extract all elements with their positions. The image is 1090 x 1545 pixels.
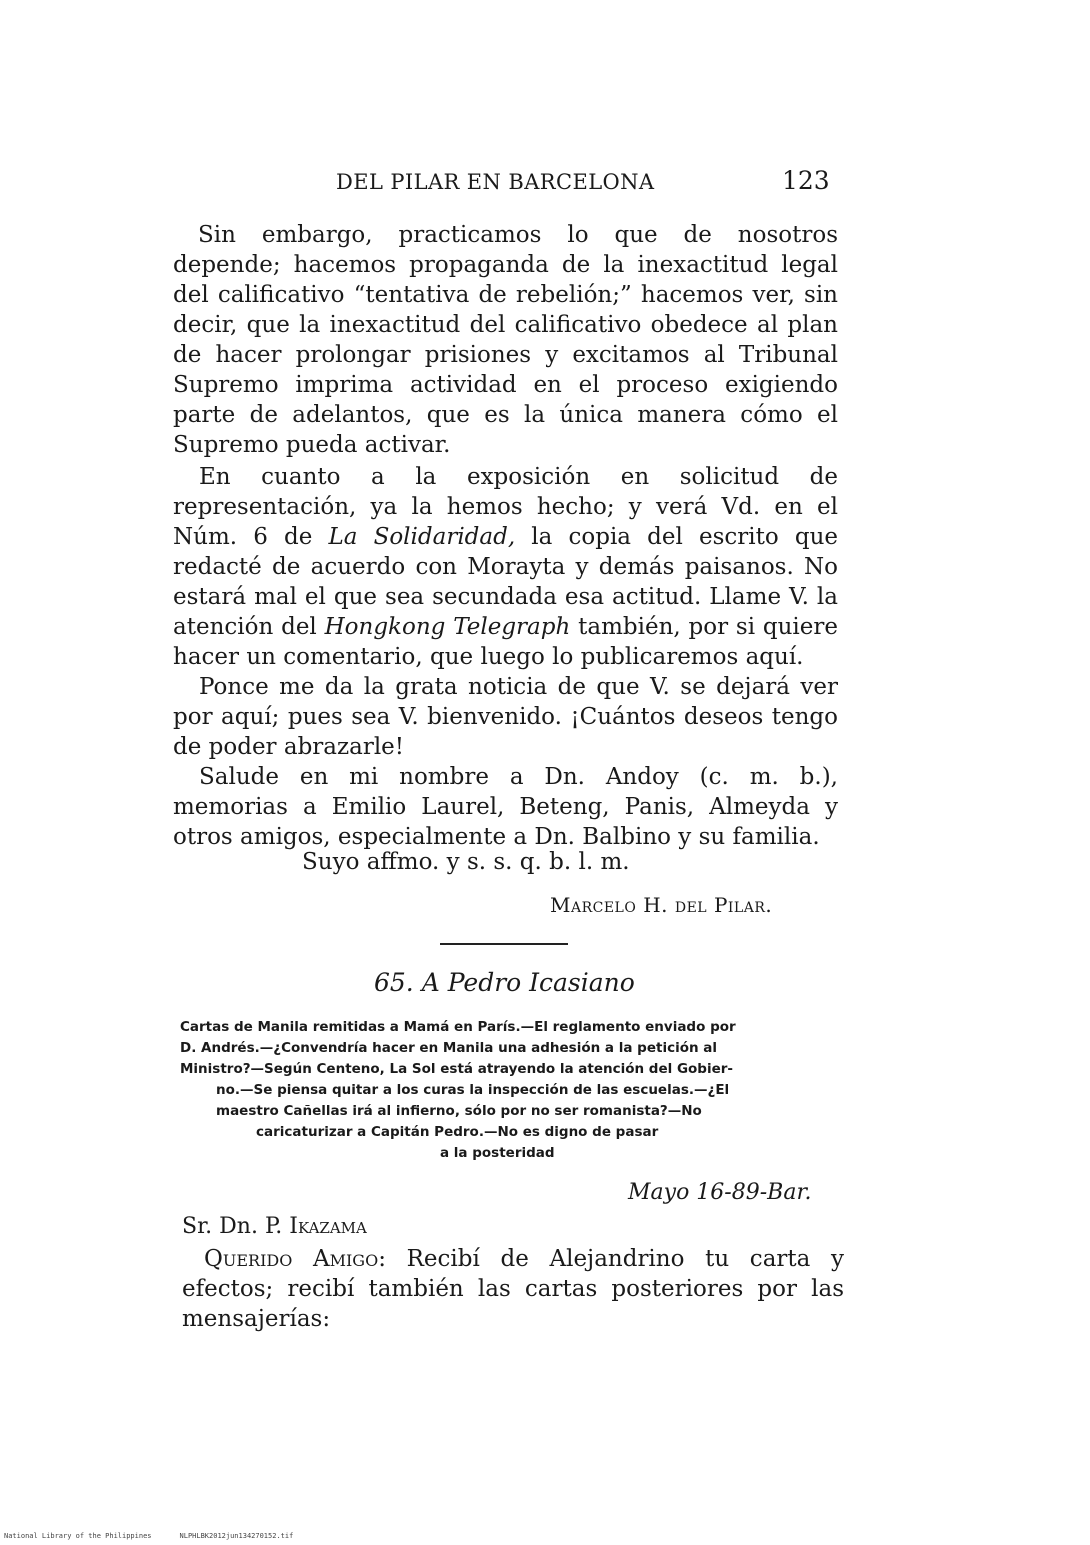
summary-line: maestro Cañellas irá al infierno, sólo por no ser romanista?—No: [216, 1103, 702, 1119]
letter-heading: 65. A Pedro Icasiano: [374, 968, 635, 997]
paragraph-text: Salude en mi nombre a Dn. Andoy (c. m. b.), memorias a Emilio Laurel, Beteng, Panis, Almeyda y otros amigos, especialmente a Dn. Balbino y su familia.: [173, 764, 838, 850]
letter-date: Mayo 16-89-Bar.: [628, 1180, 812, 1205]
section-divider: [440, 943, 568, 945]
addressee-name: Ikazama: [289, 1214, 367, 1239]
scan-footer: [4, 1532, 293, 1540]
signature: Marcelo H. del Pilar.: [550, 893, 773, 917]
addressee-prefix: Sr. Dn. P.: [182, 1214, 290, 1239]
salutation: Querido Amigo:: [204, 1246, 386, 1272]
library-credit: National Library of the Philippines: [4, 1532, 152, 1540]
text-run: En cuanto a la exposición en solicitud de representación, ya la hemos hecho; y verá Vd. en el Núm. 6 de: [173, 464, 838, 550]
paragraph-text: Ponce me da la grata noticia de que V. se dejará ver por aquí; pues sea V. bienvenido. ¡Cuántos deseos tengo de poder abrazarle!: [173, 674, 838, 760]
file-reference: NLPHLBK2012jun134270152.tif: [179, 1532, 294, 1540]
body-paragraph-2: [173, 462, 838, 672]
paragraph-text: [173, 462, 838, 672]
summary-line: Ministro?—Según Centeno, La Sol está atrayendo la atención del Gobier-: [180, 1061, 734, 1077]
body-paragraph-1: [173, 220, 838, 460]
running-head: DEL PILAR EN BARCELONA: [336, 170, 655, 194]
summary-line: caricaturizar a Capitán Pedro.—No es digno de pasar: [256, 1124, 659, 1140]
letter-body: [182, 1244, 844, 1334]
page-number: 123: [782, 166, 830, 195]
text-run: la copia del escrito que redacté de acuerdo con Morayta y demás paisanos. No estará mal el que sea secundada esa actitud. Llame V. la atención del: [173, 524, 839, 640]
periodical-title: La Solidaridad,: [328, 524, 516, 550]
text-run: también, por si quiere hacer un comentario, que luego lo publicaremos aquí.: [173, 614, 838, 670]
paragraph-text: Sin embargo, practicamos lo que de nosotros depende; hacemos propaganda de la inexactitud legal del calificativo “tentativa de rebelión;” hacemos ver, sin decir, que la inexactitud del calificativo obedece al plan de hacer prolongar prisiones y excitamos al Tribunal Supremo imprima actividad en el proceso exigiendo parte de adelantos, que es la única manera cómo el Supremo pueda activar.: [173, 222, 838, 458]
summary-line: D. Andrés.—¿Convendría hacer en Manila una adhesión a la petición al: [180, 1040, 718, 1056]
body-paragraph-4: [173, 762, 838, 852]
summary-line: a la posteridad: [440, 1145, 555, 1161]
letter-summary: [180, 1017, 844, 1164]
text-run: Recibí de Alejandrino tu carta y efectos; recibí también las cartas posteriores por las mensajerías:: [182, 1246, 844, 1332]
letter-closing: Suyo affmo. y s. s. q. b. l. m.: [302, 849, 630, 875]
letter-opening: [182, 1244, 844, 1334]
periodical-title: Hongkong Telegraph: [324, 614, 571, 640]
summary-line: Cartas de Manila remitidas a Mamá en París.—El reglamento enviado por: [180, 1019, 736, 1035]
body-paragraph-3: [173, 672, 838, 762]
summary-line: no.—Se piensa quitar a los curas la inspección de las escuelas.—¿El: [216, 1082, 730, 1098]
addressee: [182, 1214, 367, 1239]
